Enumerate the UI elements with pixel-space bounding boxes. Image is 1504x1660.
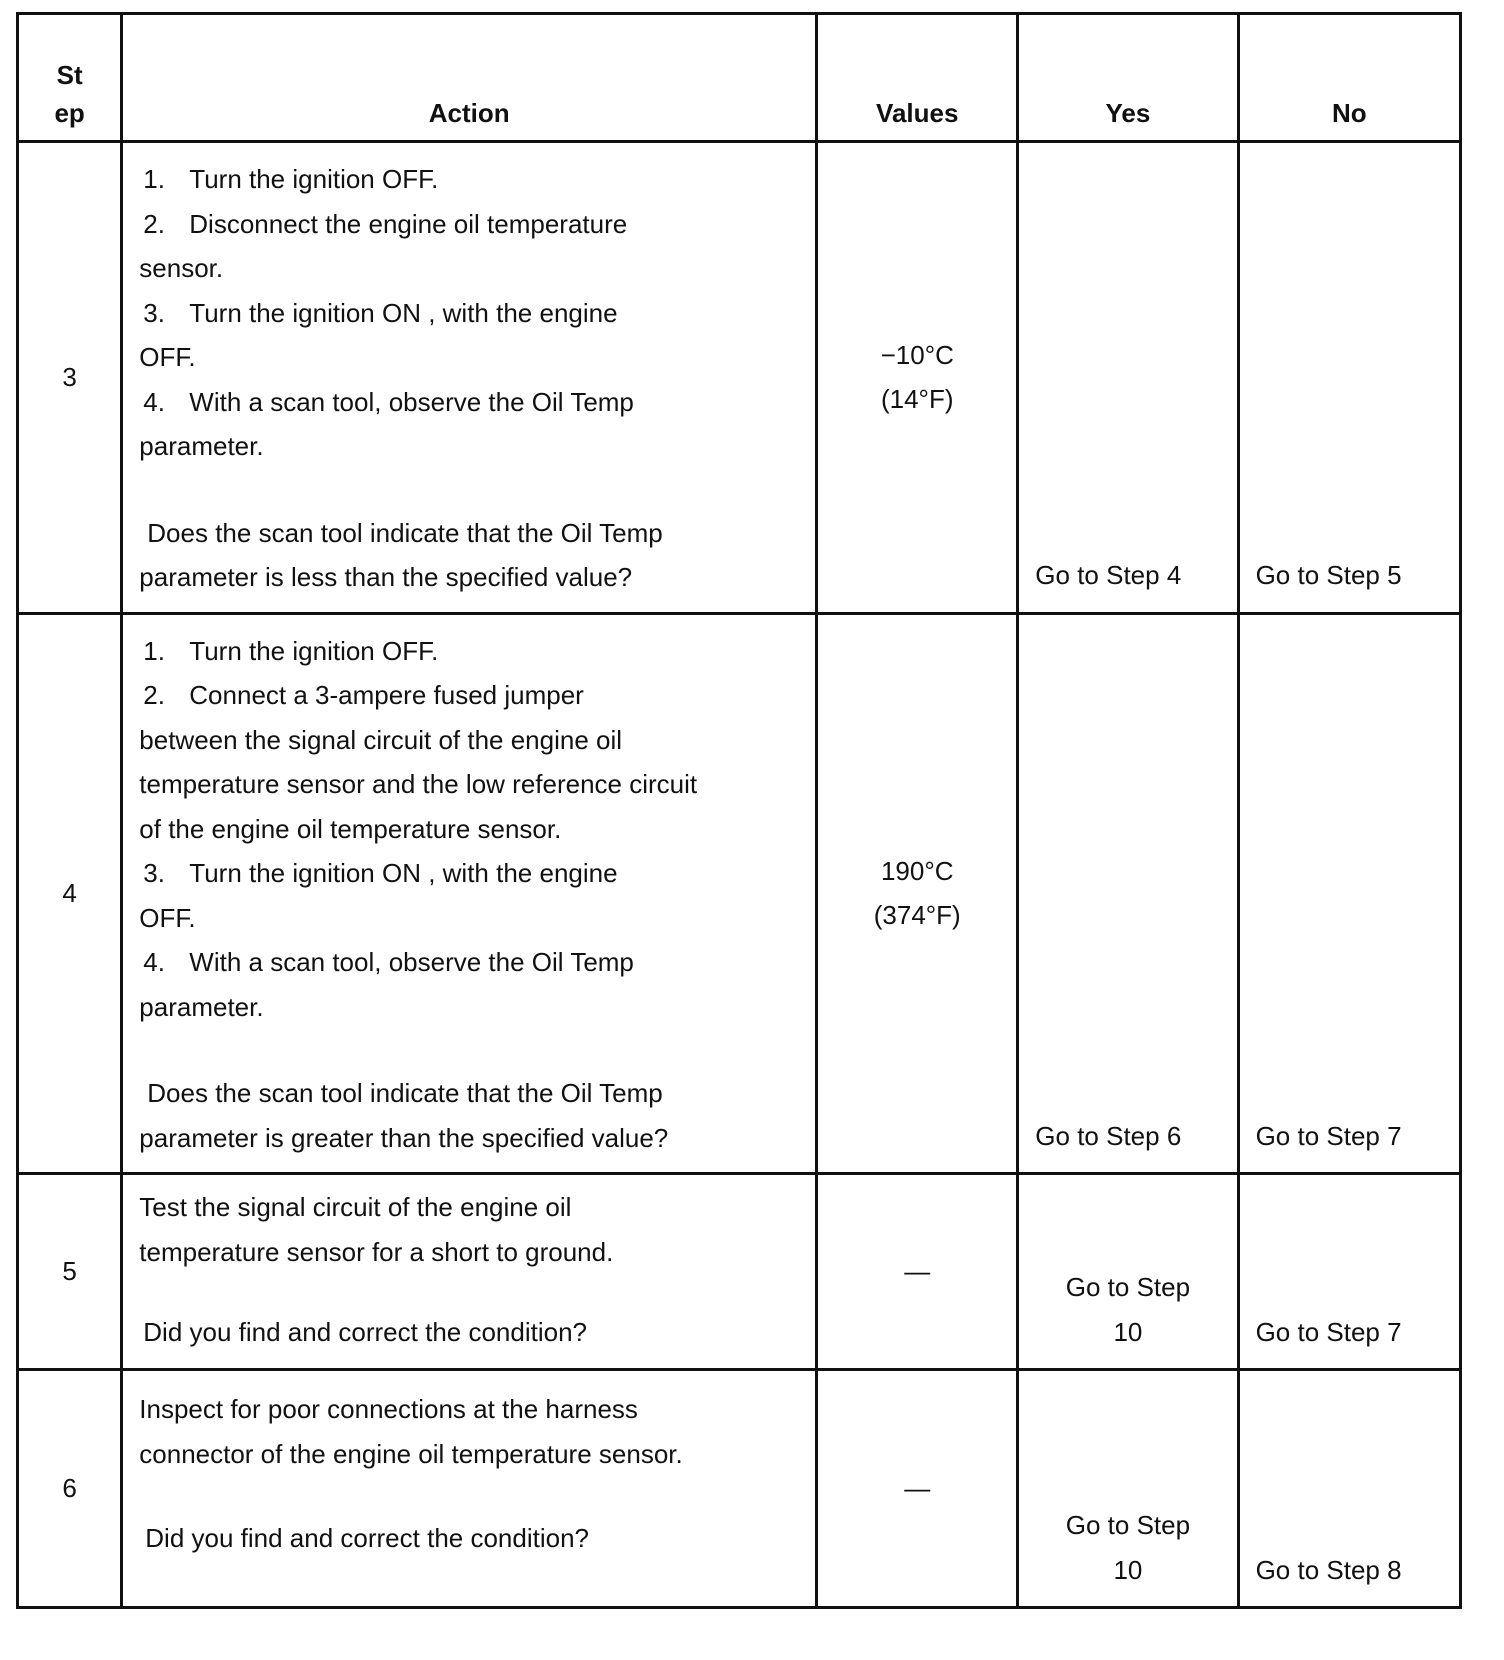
header-step bbox=[18, 14, 122, 142]
action-line: of the engine oil temperature sensor. bbox=[139, 813, 562, 844]
question-line: Does the scan tool indicate that the Oil Temp bbox=[147, 1078, 663, 1108]
action-line: between the signal circuit of the engine oil bbox=[139, 724, 623, 755]
yes-cell: Go to Step 4 bbox=[1018, 142, 1238, 614]
yes-cell: Go to Step 6 bbox=[1018, 613, 1238, 1174]
table-row bbox=[18, 613, 1461, 1174]
diagnostic-table bbox=[16, 12, 1462, 1609]
step-number: 6 bbox=[18, 1370, 122, 1608]
value-celsius: 190°C bbox=[880, 855, 954, 886]
table-row bbox=[18, 1370, 1461, 1608]
values-cell bbox=[817, 142, 1018, 614]
values-cell bbox=[817, 1174, 1018, 1370]
table-row bbox=[18, 142, 1461, 614]
no-cell: Go to Step 7 bbox=[1238, 613, 1460, 1174]
question-line: Did you find and correct the condition? bbox=[145, 1523, 589, 1553]
question-line: Did you find and correct the condition? bbox=[143, 1317, 587, 1347]
action-line: 1. Turn the ignition OFF. bbox=[143, 635, 439, 666]
yes-line2: 10 bbox=[1113, 1554, 1143, 1585]
header-no: No bbox=[1238, 14, 1460, 142]
yes-line1: Go to Step bbox=[1065, 1510, 1191, 1540]
action-line: Inspect for poor connections at the harness bbox=[139, 1394, 638, 1424]
action-line: sensor. bbox=[139, 253, 224, 283]
no-cell: Go to Step 8 bbox=[1238, 1370, 1460, 1608]
table-row bbox=[18, 1174, 1461, 1370]
question-line: parameter is greater than the specified value? bbox=[139, 1122, 669, 1153]
step-number: 3 bbox=[18, 142, 122, 614]
action-cell bbox=[122, 142, 817, 614]
question-line: parameter is less than the specified value? bbox=[139, 562, 633, 592]
question-line: Does the scan tool indicate that the Oil Temp bbox=[147, 517, 663, 548]
action-cell bbox=[122, 613, 817, 1174]
action-line: connector of the engine oil temperature sensor. bbox=[139, 1438, 683, 1469]
action-line: OFF. bbox=[139, 342, 196, 372]
header-step-line1: St bbox=[56, 60, 83, 90]
value-fahrenheit: (14°F) bbox=[880, 384, 954, 415]
header-values: Values bbox=[817, 14, 1018, 142]
action-line: parameter. bbox=[139, 991, 264, 1022]
action-line: 4. With a scan tool, observe the Oil Temp bbox=[143, 386, 634, 417]
action-line: 3. Turn the ignition ON , with the engine bbox=[143, 858, 618, 888]
yes-line1: Go to Step bbox=[1065, 1272, 1191, 1302]
action-line: 2. Disconnect the engine oil temperature bbox=[143, 208, 628, 239]
action-line: temperature sensor and the low reference circuit bbox=[139, 769, 698, 799]
yes-cell bbox=[1018, 1174, 1238, 1370]
step-number: 4 bbox=[18, 613, 122, 1174]
step-number: 5 bbox=[18, 1174, 122, 1370]
yes-line2: 10 bbox=[1113, 1316, 1143, 1347]
action-cell bbox=[122, 1174, 817, 1370]
values-cell bbox=[817, 1370, 1018, 1608]
action-line: parameter. bbox=[139, 431, 264, 461]
no-cell: Go to Step 5 bbox=[1238, 142, 1460, 614]
yes-cell bbox=[1018, 1370, 1238, 1608]
header-yes: Yes bbox=[1018, 14, 1238, 142]
values-cell bbox=[817, 613, 1018, 1174]
action-line: OFF. bbox=[139, 902, 196, 933]
value-dash: — bbox=[904, 1473, 931, 1504]
value-dash: — bbox=[904, 1256, 931, 1287]
header-action: Action bbox=[122, 14, 817, 142]
action-line: temperature sensor for a short to ground. bbox=[139, 1236, 614, 1267]
action-line: 1. Turn the ignition OFF. bbox=[143, 164, 439, 194]
value-fahrenheit: (374°F) bbox=[873, 900, 961, 931]
action-line: Test the signal circuit of the engine oil bbox=[139, 1192, 572, 1222]
header-row bbox=[18, 14, 1461, 142]
header-step-line2: ep bbox=[54, 98, 85, 128]
no-cell: Go to Step 7 bbox=[1238, 1174, 1460, 1370]
action-cell bbox=[122, 1370, 817, 1608]
action-line: 2. Connect a 3-ampere fused jumper bbox=[143, 680, 584, 710]
action-line: 4. With a scan tool, observe the Oil Temp bbox=[143, 947, 634, 977]
value-celsius: −10°C bbox=[880, 339, 954, 370]
action-line: 3. Turn the ignition ON , with the engine bbox=[143, 297, 618, 328]
